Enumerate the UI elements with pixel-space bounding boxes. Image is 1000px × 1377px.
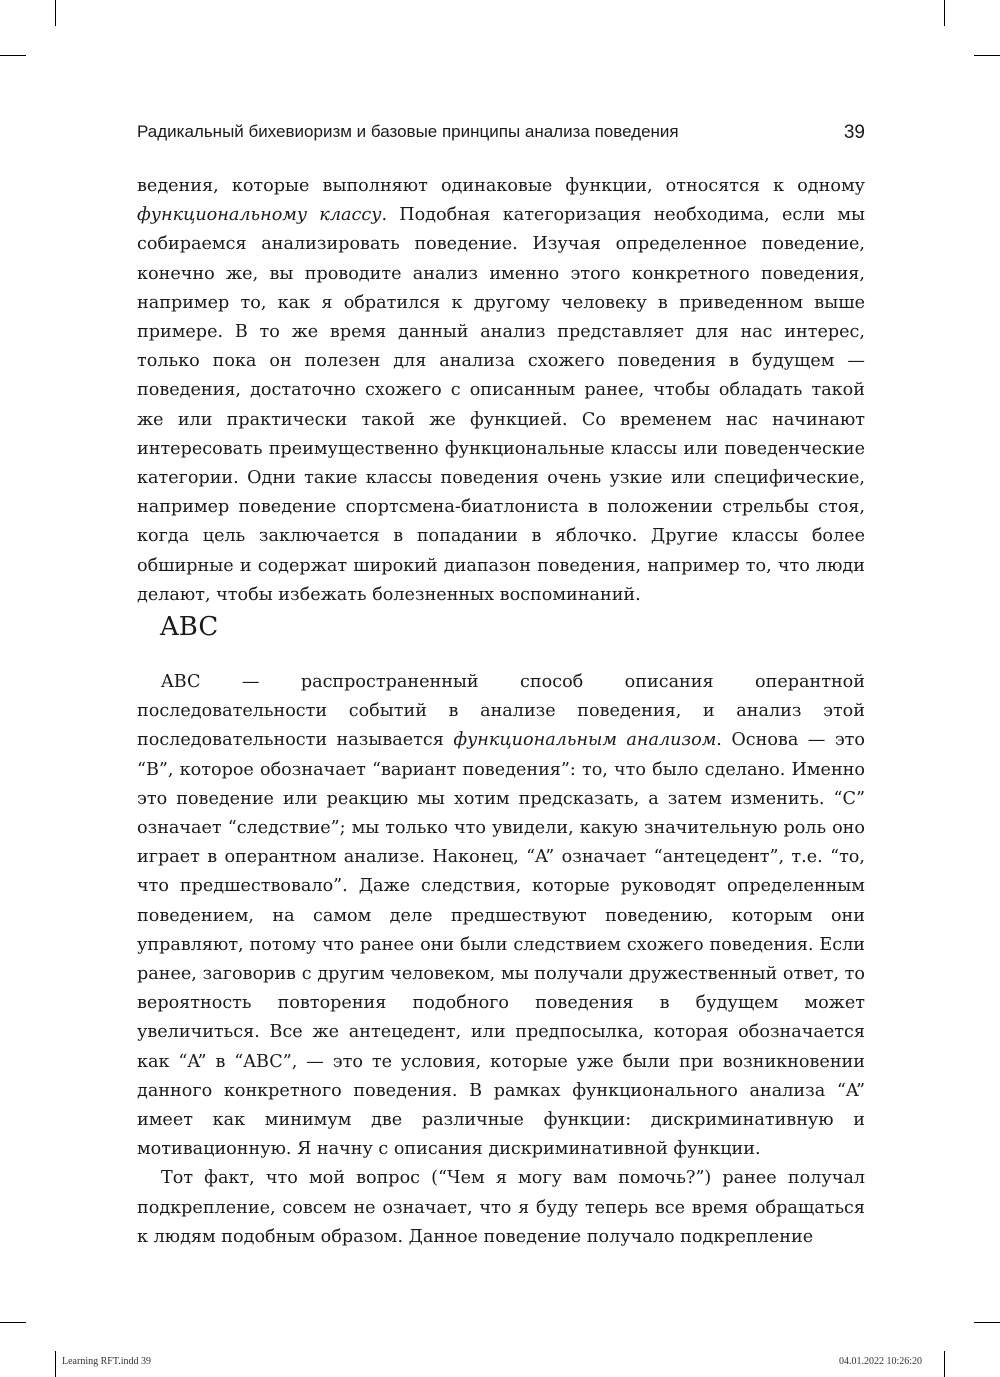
crop-mark (944, 0, 945, 26)
crop-mark (55, 0, 56, 26)
header-title: Радикальный бихевиоризм и базовые принципы анализа поведения (137, 122, 679, 141)
text-block-abc (137, 668, 865, 1252)
crop-mark (0, 55, 26, 56)
paragraph: Тот факт, что мой вопрос (“Чем я могу вам помочь?”) ранее получал подкрепление, совсем не означает, что я буду теперь все время обращаться к людям подобным образом. Данное поведение получало подкрепление (137, 1168, 865, 1247)
italic-term: функциональному классу (137, 205, 382, 226)
crop-mark (0, 1322, 26, 1323)
italic-term: функциональным анализом (453, 730, 717, 751)
text-block-continuation (137, 172, 865, 610)
footer-timestamp: 04.01.2022 10:26:20 (838, 1356, 922, 1367)
paragraph-text: . Основа — это “B”, которое обозначает “вариант поведения”: то, что было сделано. Именно это поведение или реакцию мы хотим предсказать, а затем изменить. “C” означает “следствие”; мы только что увидели, какую значительную роль оно играет в оперантном анализе. Наконец, “A” означает “антецедент”, т.е. “то, что предшествовало”. Даже следствия, которые руководят определенным поведением, на самом деле предшествуют поведению, которым они управляют, потому что ранее они были следствием схожего поведения. Если ранее, заговорив с другим человеком, мы получали дружественный ответ, то вероятность повторения подобного поведения в будущем может увеличиться. Все же антецедент, или предпосылка, которая обозначается как “A” в “ABC”, — это те условия, которые уже были при возникновении данного конкретного поведения. В рамках функционального анализа “A” имеет как минимум две различные функции: дискриминативную и мотивационную. Я начну с описания дискриминативной функции. (137, 730, 866, 1160)
paragraph-text: ABC — распространенный способ описания оперантной последовательности событий в анализе поведения, и анализ этой последовательности называется (137, 672, 865, 751)
page-number: 39 (843, 122, 865, 143)
crop-mark (944, 1351, 945, 1377)
paragraph (137, 172, 865, 610)
running-header (137, 122, 865, 152)
footer-file: Learning RFT.indd 39 (62, 1356, 151, 1367)
paragraph (137, 668, 865, 1164)
crop-mark (55, 1351, 56, 1377)
paragraph-text: . Подобная категоризация необходима, если мы собираемся анализировать поведение. Изучая определенное поведение, конечно же, вы проводите анализ именно этого конкретного поведения, например то, как я обратился к другому человеку в приведенном выше примере. В то же время данный анализ представляет для нас интерес, только пока он полезен для анализа схожего поведения в будущем — поведения, достаточно схожего с описанным ранее, чтобы обладать такой же или практически такой же функцией. Со временем нас начинают интересовать преимущественно функциональные классы или поведенческие категории. Одни такие классы поведения очень узкие или специфические, например поведение спортсмена-биатлониста в положении стрельбы стоя, когда цель заключается в попадании в яблочко. Другие классы более обширные и содержат широкий диапазон поведения, например то, что люди делают, чтобы избежать болезненных воспоминаний. (137, 205, 866, 605)
paragraph-text: ведения, которые выполняют одинаковые функции, относятся к одному (137, 176, 865, 196)
crop-mark (974, 55, 1000, 56)
section-heading: ABC (160, 612, 219, 642)
crop-mark (974, 1322, 1000, 1323)
